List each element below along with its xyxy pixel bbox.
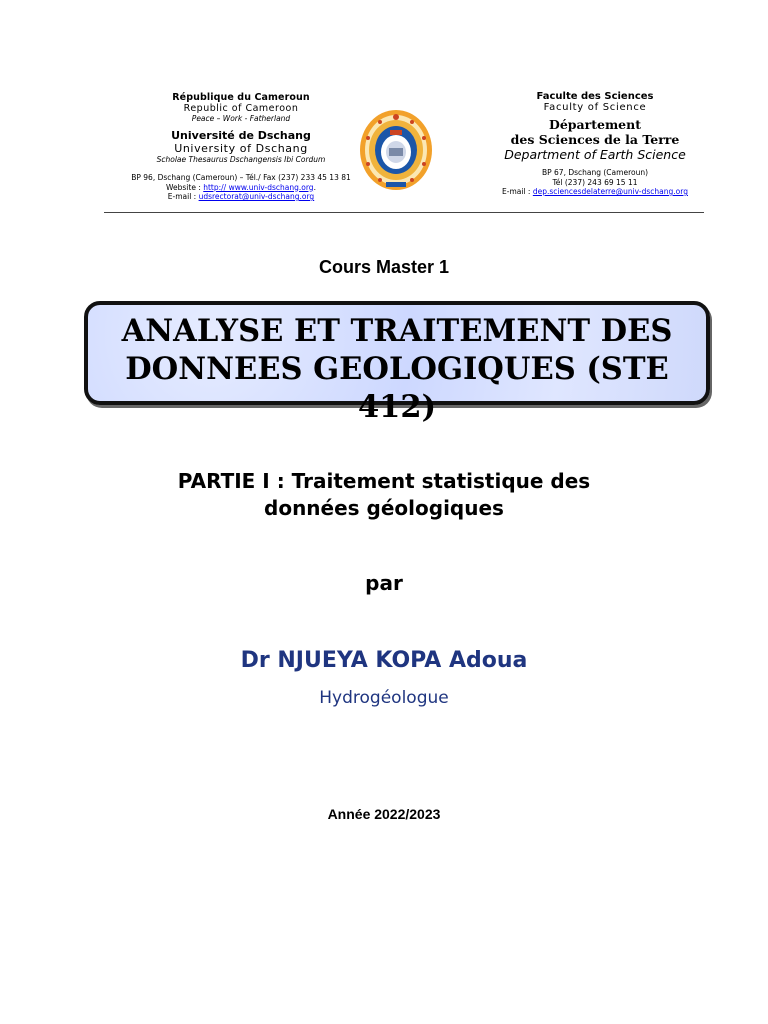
- academic-year: Année 2022/2023: [327, 806, 441, 822]
- department-email-line: [480, 187, 710, 197]
- university-website-line: Website : http:// www.univ-dschang.org.: [166, 182, 316, 192]
- course-title: [84, 312, 710, 426]
- country-fr: République du Cameroun: [172, 92, 310, 103]
- department-en: Department of Earth Science: [504, 147, 686, 162]
- website-label: Website :: [166, 182, 204, 192]
- faculty-fr: Faculte des Sciences: [536, 91, 654, 102]
- part-heading: [0, 468, 768, 522]
- university-fr: Université de Dschang: [171, 129, 311, 142]
- by-label: par: [365, 571, 403, 595]
- header-right: [480, 91, 710, 197]
- university-motto: Scholae Thesaurus Dschangensis Ibi Cordum: [156, 155, 326, 164]
- course-title-line2: DONNEES GEOLOGIQUES (STE 412): [125, 351, 669, 425]
- part-heading-line2: données géologiques: [264, 496, 504, 520]
- faculty-en: Faculty of Science: [543, 102, 647, 113]
- department-email-link[interactable]: dep.sciencesdelaterre@univ-dschang.org: [532, 187, 688, 196]
- department-line2: des Sciences de la Terre: [510, 132, 680, 147]
- country-en: Republic of Cameroon: [183, 103, 299, 114]
- course-title-line1: ANALYSE ET TRAITEMENT DES: [121, 313, 673, 349]
- university-en: University of Dschang: [174, 142, 308, 155]
- author-role: Hydrogéologue: [319, 688, 449, 708]
- university-address: BP 96, Dschang (Cameroun) – Tél./ Fax (237) 233 45 13 81: [131, 173, 351, 182]
- part-heading-line1: PARTIE I : Traitement statistique des: [177, 469, 591, 493]
- university-email-link[interactable]: udsrectorat@univ-dschang.org: [198, 192, 315, 201]
- university-website-link[interactable]: http:// www.univ-dschang.org: [203, 182, 314, 192]
- department-address-block: [480, 168, 710, 197]
- university-seal-icon: [356, 108, 436, 198]
- course-level: Cours Master 1: [318, 257, 450, 277]
- department-address2: Tél (237) 243 69 15 11: [552, 177, 638, 187]
- university-email-line: [96, 192, 386, 202]
- author-name: Dr NJUEYA KOPA Adoua: [240, 648, 528, 673]
- department-line1: Département: [549, 117, 641, 132]
- department-address1: BP 67, Dschang (Cameroun): [541, 168, 649, 177]
- university-address-block: [96, 173, 386, 202]
- country-motto: Peace – Work - Fatherland: [191, 114, 291, 123]
- email-label: E-mail :: [167, 192, 199, 201]
- header-left: [96, 92, 386, 202]
- header-divider: [104, 212, 704, 213]
- dept-email-label: E-mail :: [502, 187, 533, 196]
